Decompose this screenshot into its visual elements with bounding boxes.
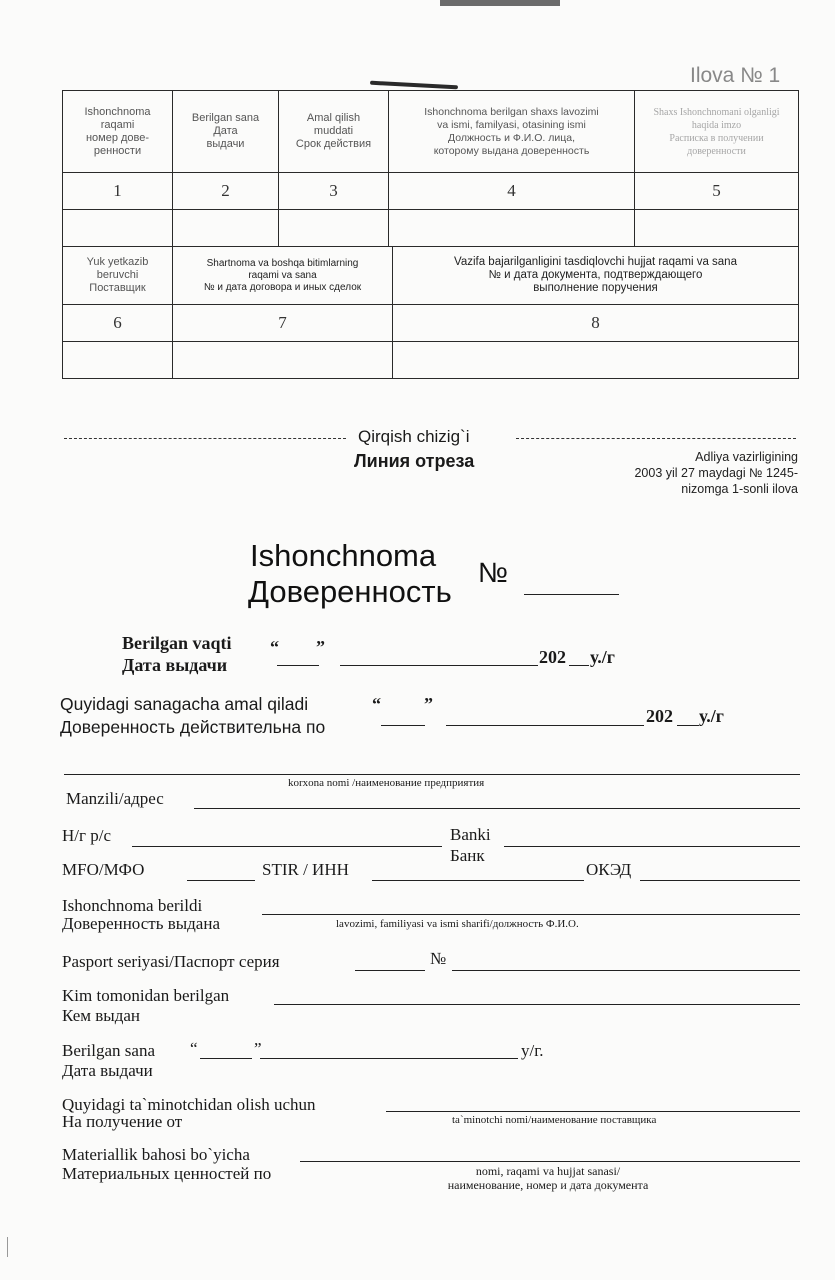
blank-cell[interactable] — [63, 210, 173, 247]
issue-date-open-quote: “ — [270, 637, 279, 657]
issue-day-field[interactable] — [277, 665, 319, 666]
bank-label: Banki — [450, 825, 491, 844]
margin-mark — [7, 1237, 8, 1257]
passport-day-field[interactable] — [200, 1058, 252, 1059]
company-name-field[interactable] — [64, 774, 800, 775]
column-number: 2 — [173, 173, 279, 210]
title-number-field[interactable] — [524, 594, 619, 595]
materials-caption: nomi, raqami va hujjat sanasi/ наименование, номер и дата документа — [447, 1164, 649, 1192]
address-label: Manzili/адрес — [66, 789, 164, 808]
header-cell-supplier: Yuk yetkazib beruvchi Поставщик — [63, 247, 173, 305]
supplier-caption: ta`minotchi nomi/наименование поставщика — [452, 1114, 657, 1126]
issue-year-suffix: у./г — [590, 647, 615, 667]
passport-month-year-field[interactable] — [260, 1058, 518, 1059]
blank-cell[interactable] — [279, 210, 389, 247]
stir-label: STIR / ИНН — [262, 860, 349, 879]
passport-date-suffix: у/г. — [521, 1041, 544, 1060]
column-number: 1 — [63, 173, 173, 210]
stir-field[interactable] — [372, 880, 584, 881]
materials-field[interactable] — [300, 1161, 800, 1162]
table-number-row — [63, 305, 799, 342]
column-number: 7 — [173, 305, 393, 342]
issued-to-caption: lavozimi, familiyasi va ismi sharifi/должность Ф.И.О. — [336, 918, 579, 930]
page-title: Ishonchnoma — [250, 538, 437, 573]
blank-cell[interactable] — [635, 210, 799, 247]
passport-series-field[interactable] — [355, 970, 425, 971]
valid-day-field[interactable] — [381, 725, 425, 726]
issue-date-label: Berilgan vaqti — [122, 633, 232, 653]
supplier-field[interactable] — [386, 1111, 800, 1112]
cut-line-label: Qirqish chizig`i — [358, 427, 470, 446]
header-cell-validity: Amal qilish muddati Срок действия — [279, 91, 389, 173]
issue-year-field[interactable] — [569, 665, 589, 666]
table-header-row — [63, 247, 799, 305]
header-cell-contract: Shartnoma va boshqa bitimlarning raqami va sana № и дата договора и иных сделок — [173, 247, 393, 305]
column-number: 5 — [635, 173, 799, 210]
oked-field[interactable] — [640, 880, 800, 881]
issue-date-close-quote: ” — [316, 637, 325, 657]
valid-until-label: Quyidagi sanagacha amal qiladi — [60, 694, 309, 714]
header-cell-signature: Shaxs Ishonchnomani olganligi haqida imzo Расписка в получении доверенности — [635, 91, 799, 173]
blank-cell[interactable] — [173, 210, 279, 247]
bank-field[interactable] — [504, 846, 800, 847]
valid-year-suffix: у./г — [699, 706, 724, 726]
blank-cell[interactable] — [389, 210, 635, 247]
oked-label: ОКЭД — [586, 860, 632, 879]
issued-by-field[interactable] — [274, 1004, 800, 1005]
address-field[interactable] — [194, 808, 800, 809]
account-field[interactable] — [132, 846, 442, 847]
issue-date-label-ru: Дата выдачи — [122, 655, 228, 675]
number-sign: № — [478, 557, 509, 588]
company-caption: korxona nomi /наименование предприятия — [288, 777, 485, 789]
scan-smudge — [440, 0, 560, 6]
valid-open-quote: “ — [372, 694, 381, 714]
issue-month-field[interactable] — [340, 665, 538, 666]
bank-label-ru: Банк — [450, 846, 485, 865]
issued-to-label: Ishonchnoma berildi — [62, 896, 203, 915]
column-number: 4 — [389, 173, 635, 210]
pen-stroke — [370, 81, 458, 90]
valid-year-prefix: 202 — [646, 706, 673, 726]
issue-year-prefix: 202 — [539, 647, 566, 667]
legal-note: Adliya vazirligining 2003 yil 27 maydagi № 1245- nizomga 1-sonli ilova — [634, 450, 798, 496]
cut-line-left — [64, 438, 346, 439]
column-number: 3 — [279, 173, 389, 210]
blank-cell[interactable] — [173, 342, 393, 379]
issued-by-label-ru: Кем выдан — [62, 1006, 140, 1025]
passport-date-label: Berilgan sana — [62, 1041, 155, 1060]
header-cell-number: Ishonchnoma raqami номер дове- ренности — [63, 91, 173, 173]
column-number: 8 — [393, 305, 799, 342]
passport-date-open-quote: “ — [190, 1039, 198, 1058]
register-table-top — [62, 90, 799, 247]
passport-label: Pasport seriyasi/Паспорт серия — [62, 952, 280, 971]
valid-close-quote: ” — [424, 694, 433, 714]
mfo-label: МFО/МФО — [62, 860, 145, 879]
issued-by-label: Kim tomonidan berilgan — [62, 986, 230, 1005]
valid-until-label-ru: Доверенность действительна по — [60, 717, 326, 737]
materials-label: Materiallik bahosi bo`yicha — [62, 1145, 250, 1164]
blank-cell[interactable] — [393, 342, 799, 379]
table-blank-row — [63, 210, 799, 247]
passport-number-field[interactable] — [452, 970, 800, 971]
issued-to-label-ru: Доверенность выдана — [62, 914, 220, 933]
receive-from-label-ru: На получение от — [62, 1112, 183, 1131]
mfo-field[interactable] — [187, 880, 255, 881]
page-title-ru: Доверенность — [248, 574, 452, 609]
account-label: Н/г р/с — [62, 826, 111, 845]
valid-year-field[interactable] — [677, 725, 699, 726]
issued-to-field[interactable] — [262, 914, 800, 915]
header-cell-person: Ishonchnoma berilgan shaxs lavozimi va ismi, familyasi, otasining ismi Должность и Ф.И.О. лица, которому выдана доверенность — [389, 91, 635, 173]
table-number-row — [63, 173, 799, 210]
appendix-label: Ilova № 1 — [690, 64, 781, 87]
passport-date-label-ru: Дата выдачи — [62, 1061, 153, 1080]
cut-line-label-ru: Линия отреза — [354, 451, 475, 471]
passport-no-sign: № — [430, 949, 447, 968]
column-number: 6 — [63, 305, 173, 342]
passport-date-close-quote: ” — [254, 1039, 262, 1058]
cut-line-right — [516, 438, 796, 439]
receive-from-label: Quyidagi ta`minotchidan olish uchun — [62, 1095, 316, 1114]
header-cell-date: Berilgan sana Дата выдачи — [173, 91, 279, 173]
table-blank-row — [63, 342, 799, 379]
table-header-row — [63, 91, 799, 173]
valid-month-field[interactable] — [446, 725, 644, 726]
blank-cell[interactable] — [63, 342, 173, 379]
materials-label-ru: Материальных ценностей по — [62, 1164, 272, 1183]
header-cell-document: Vazifa bajarilganligini tasdiqlovchi hujjat raqami va sana № и дата документа, подтверждающего выполнение поручения — [393, 247, 799, 305]
register-table-bottom — [62, 246, 799, 379]
